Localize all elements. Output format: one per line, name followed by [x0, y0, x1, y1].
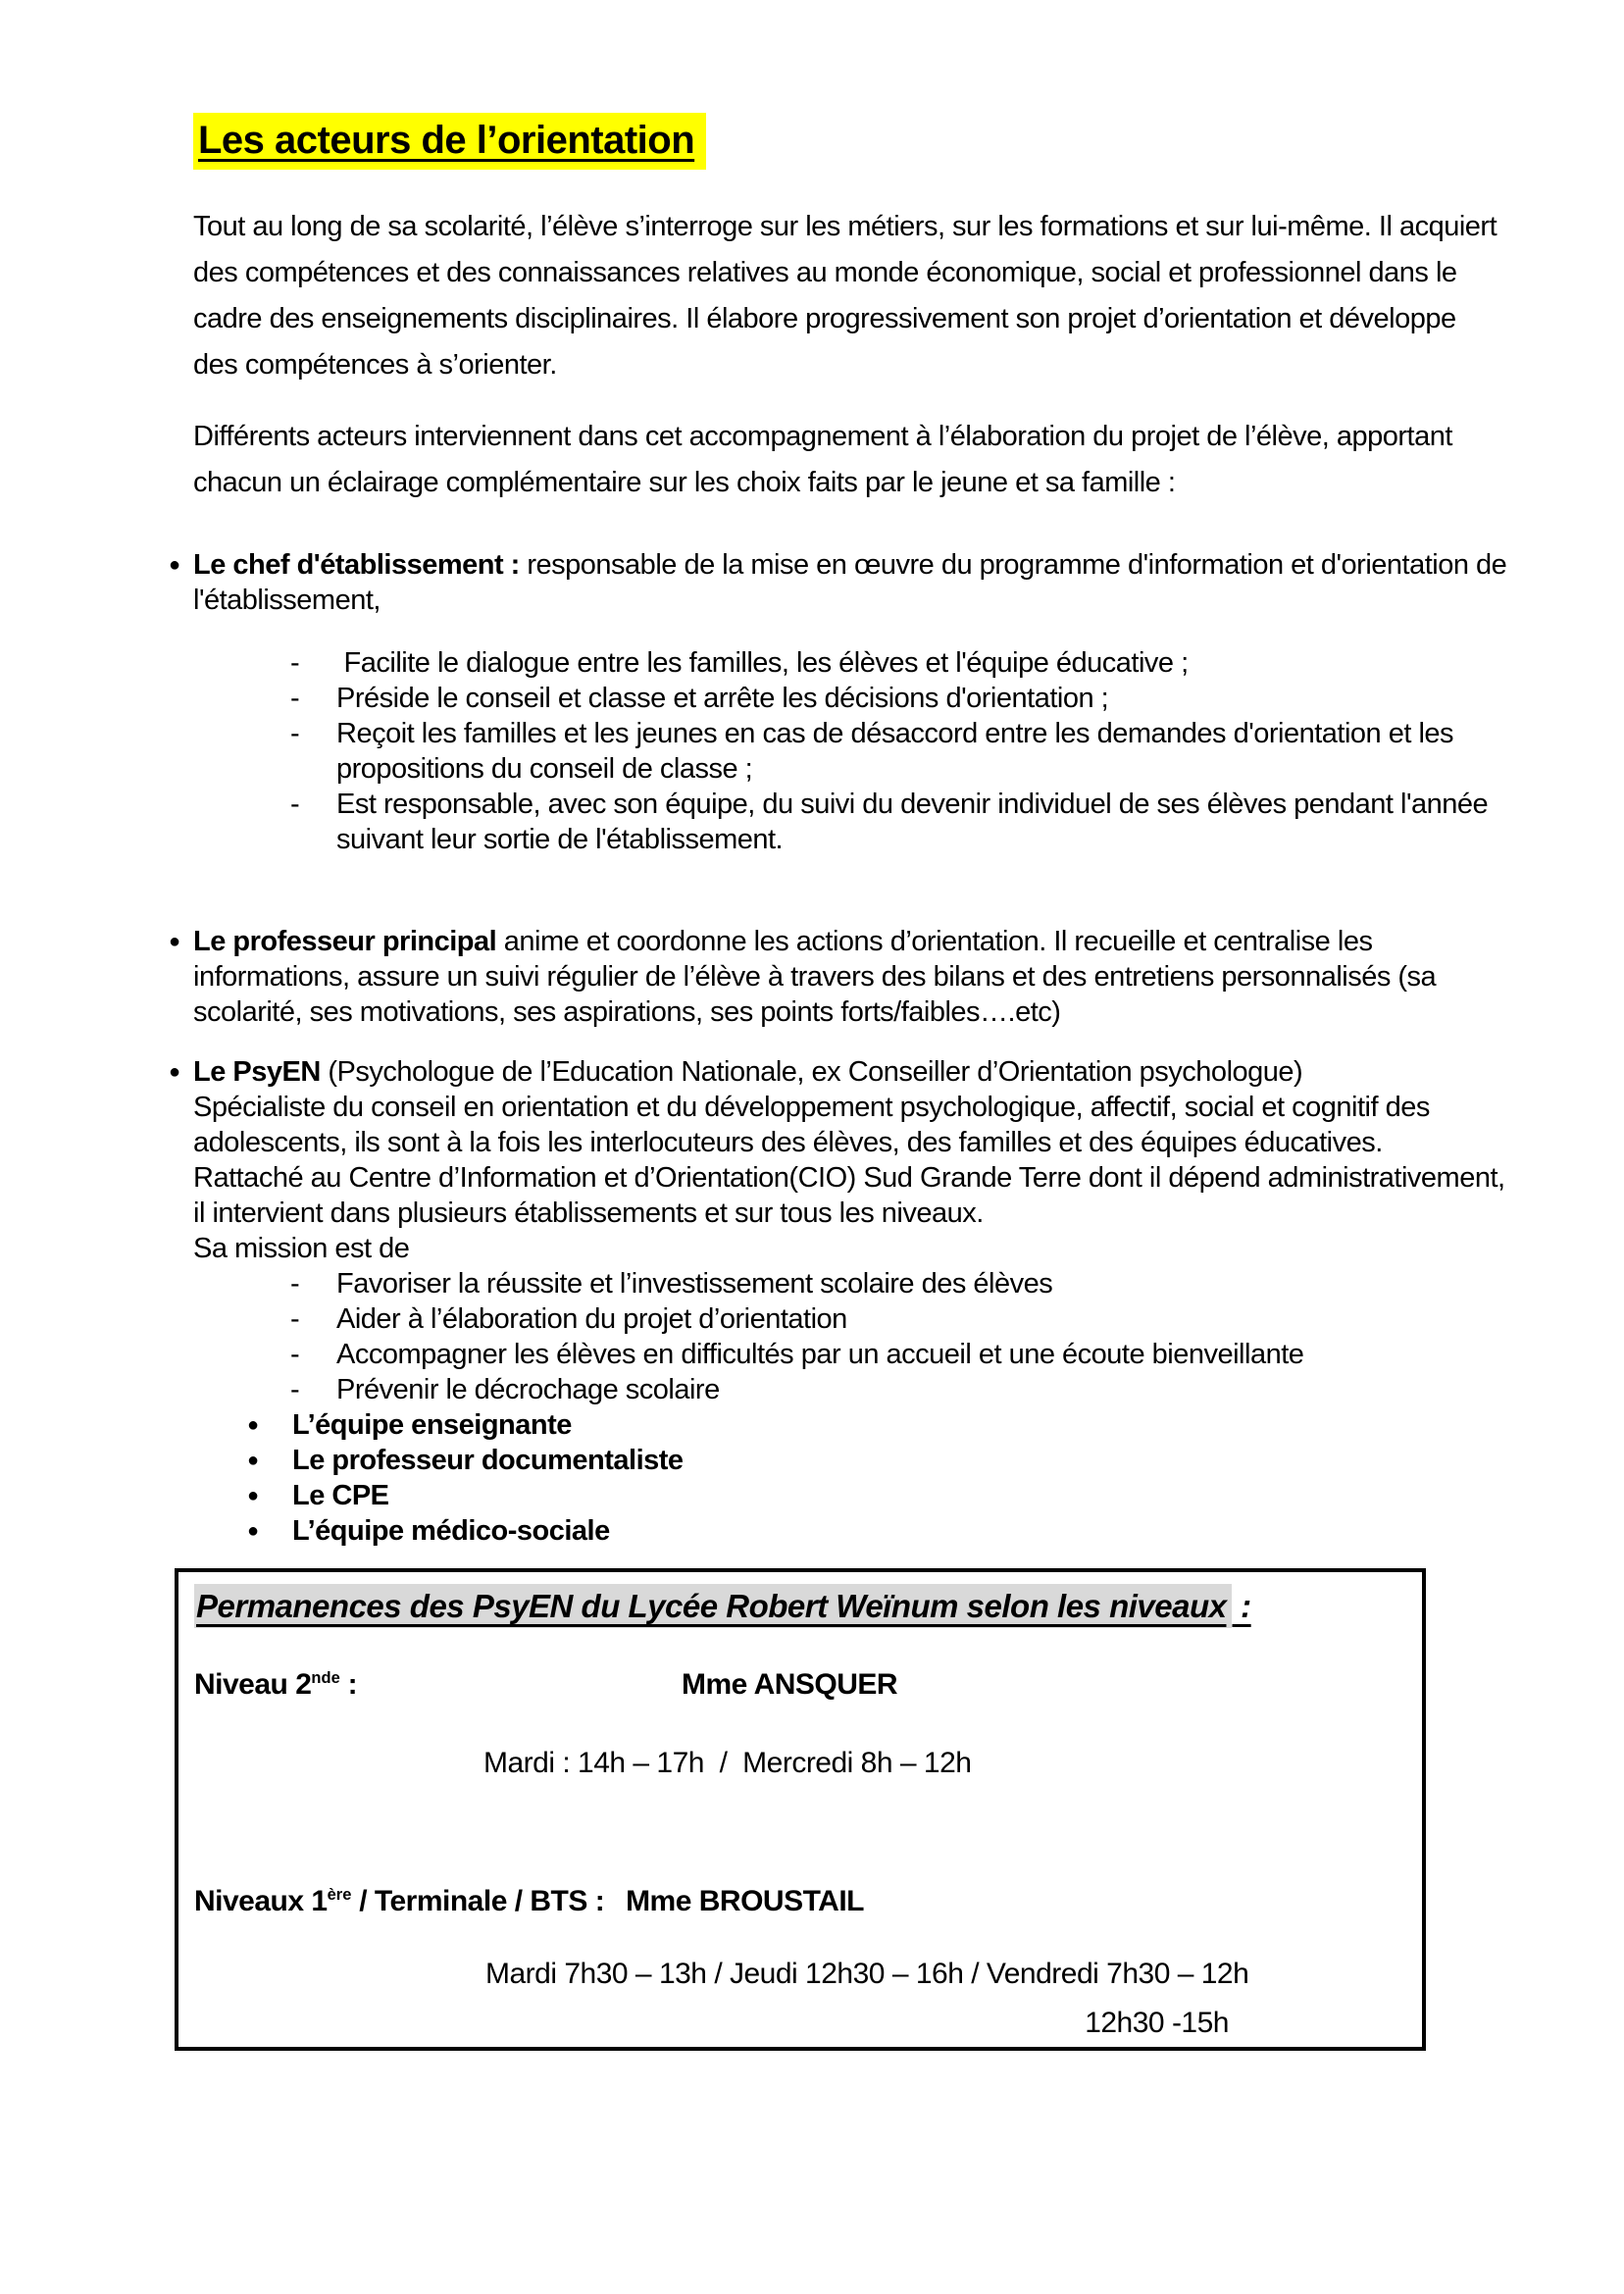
list-item-psyen [169, 1054, 1507, 1266]
ordinal-sup: nde [311, 1669, 340, 1687]
psyen-label: Le PsyEN [193, 1056, 321, 1088]
dash-icon: - [290, 1303, 300, 1335]
list-item-aider [193, 1301, 1507, 1337]
dash-icon: - [290, 683, 300, 714]
actor-label: Le CPE [292, 1480, 389, 1511]
permanences-title-highlight: Permanences des PsyEN du Lycée Robert Weïnum selon les niveaux [194, 1584, 1232, 1628]
bullet-icon: ● [247, 1520, 259, 1542]
list-item-cpe [193, 1478, 1507, 1513]
schedule-2nde: Mardi : 14h – 17h / Mercredi 8h – 12h [483, 1747, 972, 1779]
psyen-line2: Spécialiste du conseil en orientation et du développement psychologique, affectif, social et cognitif des adolescents, ils sont à la fois les interlocuteurs des élèves, des familles et des équipes éducatives. [193, 1092, 1430, 1158]
schedule-terminale-line1: Mardi 7h30 – 13h / Jeudi 12h30 – 16h / Vendredi 7h30 – 12h [485, 1958, 1249, 1990]
list-item-equipe-enseignante [193, 1407, 1507, 1443]
permanences-box [175, 1568, 1426, 2051]
bullet-icon: ● [169, 931, 180, 952]
page-title [193, 114, 1507, 167]
actor-label: L’équipe enseignante [292, 1409, 572, 1441]
psyen-list [169, 1054, 1507, 1266]
list-item-preside [193, 681, 1507, 716]
advisor-name-broustail: Mme BROUSTAIL [626, 1885, 865, 1917]
advisor-name-ansquer: Mme ANSQUER [682, 1668, 898, 1701]
bullet-icon: ● [247, 1414, 259, 1436]
list-item-equipe-medico-sociale [193, 1513, 1507, 1549]
page-title-highlight: Les acteurs de l’orientation [193, 113, 706, 170]
psyen-missions-list [193, 1266, 1507, 1407]
actors-list [169, 547, 1507, 618]
list-item-prof-principal [169, 924, 1507, 1030]
dash-icon: - [290, 1374, 300, 1405]
list-item-recoit [193, 716, 1507, 787]
mission-text: Accompagner les élèves en difficultés par un accueil et une écoute bienveillante [336, 1339, 1304, 1370]
list-item-est-responsable [193, 787, 1507, 857]
psyen-line4: Sa mission est de [193, 1233, 410, 1264]
chef-label: Le chef d'établissement : [193, 549, 520, 581]
list-item-facilite [193, 645, 1507, 681]
mission-text: Favoriser la réussite et l’investissement scolaire des élèves [336, 1268, 1053, 1300]
level-2nde-label: Niveau 2nde : [194, 1668, 358, 1701]
prof-principal-label: Le professeur principal [193, 926, 497, 957]
list-item-prof-documentaliste [193, 1443, 1507, 1478]
chef-missions-list [193, 645, 1507, 857]
level-2nde-row [194, 1662, 1406, 1708]
dash-icon: - [290, 718, 300, 749]
list-item-accompagner [193, 1337, 1507, 1372]
prof-principal-list [169, 924, 1507, 1030]
permanences-title-colon: : [1232, 1588, 1251, 1624]
psyen-line3: Rattaché au Centre d’Information et d’Orientation(CIO) Sud Grande Terre dont il dépend administrativement, il intervient dans plusieurs établissements et sur tous les niveaux. [193, 1162, 1505, 1229]
bullet-icon: ● [169, 554, 180, 576]
schedule-terminale-line2: 12h30 -15h [1085, 2007, 1229, 2039]
actor-label: Le professeur documentaliste [292, 1445, 684, 1476]
dash-icon: - [290, 647, 300, 679]
mission-text: Reçoit les familles et les jeunes en cas de désaccord entre les demandes d'orientation et les propositions du conseil de classe ; [336, 718, 1454, 785]
intro-paragraph-2: Différents acteurs interviennent dans cet accompagnement à l’élaboration du projet de l’élève, apportant chacun un éclairage complémentaire sur les choix faits par le jeune et sa famille : [193, 421, 1452, 498]
psyen-line1: (Psychologue de l’Education Nationale, ex Conseiller d’Orientation psychologue) [320, 1056, 1303, 1088]
dash-icon: - [290, 789, 300, 820]
dash-icon: - [290, 1268, 300, 1300]
level-terminale-label: Niveaux 1ère / Terminale / BTS : [194, 1885, 605, 1917]
ordinal-sup: ère [327, 1886, 352, 1904]
dash-icon: - [290, 1339, 300, 1370]
permanences-title [194, 1584, 1406, 1629]
level-terminale-row [194, 1879, 1406, 1924]
actor-label: L’équipe médico-sociale [292, 1515, 610, 1547]
bullet-icon: ● [247, 1485, 259, 1506]
mission-text: Aider à l’élaboration du projet d’orientation [336, 1303, 847, 1335]
bullet-icon: ● [169, 1061, 180, 1083]
other-actors-list [193, 1407, 1507, 1549]
mission-text: Est responsable, avec son équipe, du suivi du devenir individuel de ses élèves pendant l'année suivant leur sortie de l'établissement. [336, 789, 1489, 855]
chef-text: responsable de la mise en œuvre du programme d'information et d'orientation de l'établissement, [193, 549, 1507, 616]
prof-principal-text: anime et coordonne les actions d’orientation. Il recueille et centralise les informations, assure un suivi régulier de l’élève à travers des bilans et des entretiens personnalisés (sa scolarité, ses motivations, ses aspirations, ses points forts/faibles….etc) [193, 926, 1437, 1028]
intro-paragraph-1: Tout au long de sa scolarité, l’élève s’interroge sur les métiers, sur les formations et sur lui-même. Il acquiert des compétences et des connaissances relatives au monde économique, social et professionnel dans le cadre des enseignements disciplinaires. Il élabore progressivement son projet d’orientation et développe des compétences à s’orienter. [193, 211, 1497, 381]
mission-text: Préside le conseil et classe et arrête les décisions d'orientation ; [336, 683, 1109, 714]
list-item-favoriser [193, 1266, 1507, 1301]
list-item-chef-etablissement [169, 547, 1507, 618]
mission-text: Facilite le dialogue entre les familles, les élèves et l'équipe éducative ; [336, 647, 1189, 679]
bullet-icon: ● [247, 1450, 259, 1471]
mission-text: Prévenir le décrochage scolaire [336, 1374, 720, 1405]
list-item-prevenir [193, 1372, 1507, 1407]
